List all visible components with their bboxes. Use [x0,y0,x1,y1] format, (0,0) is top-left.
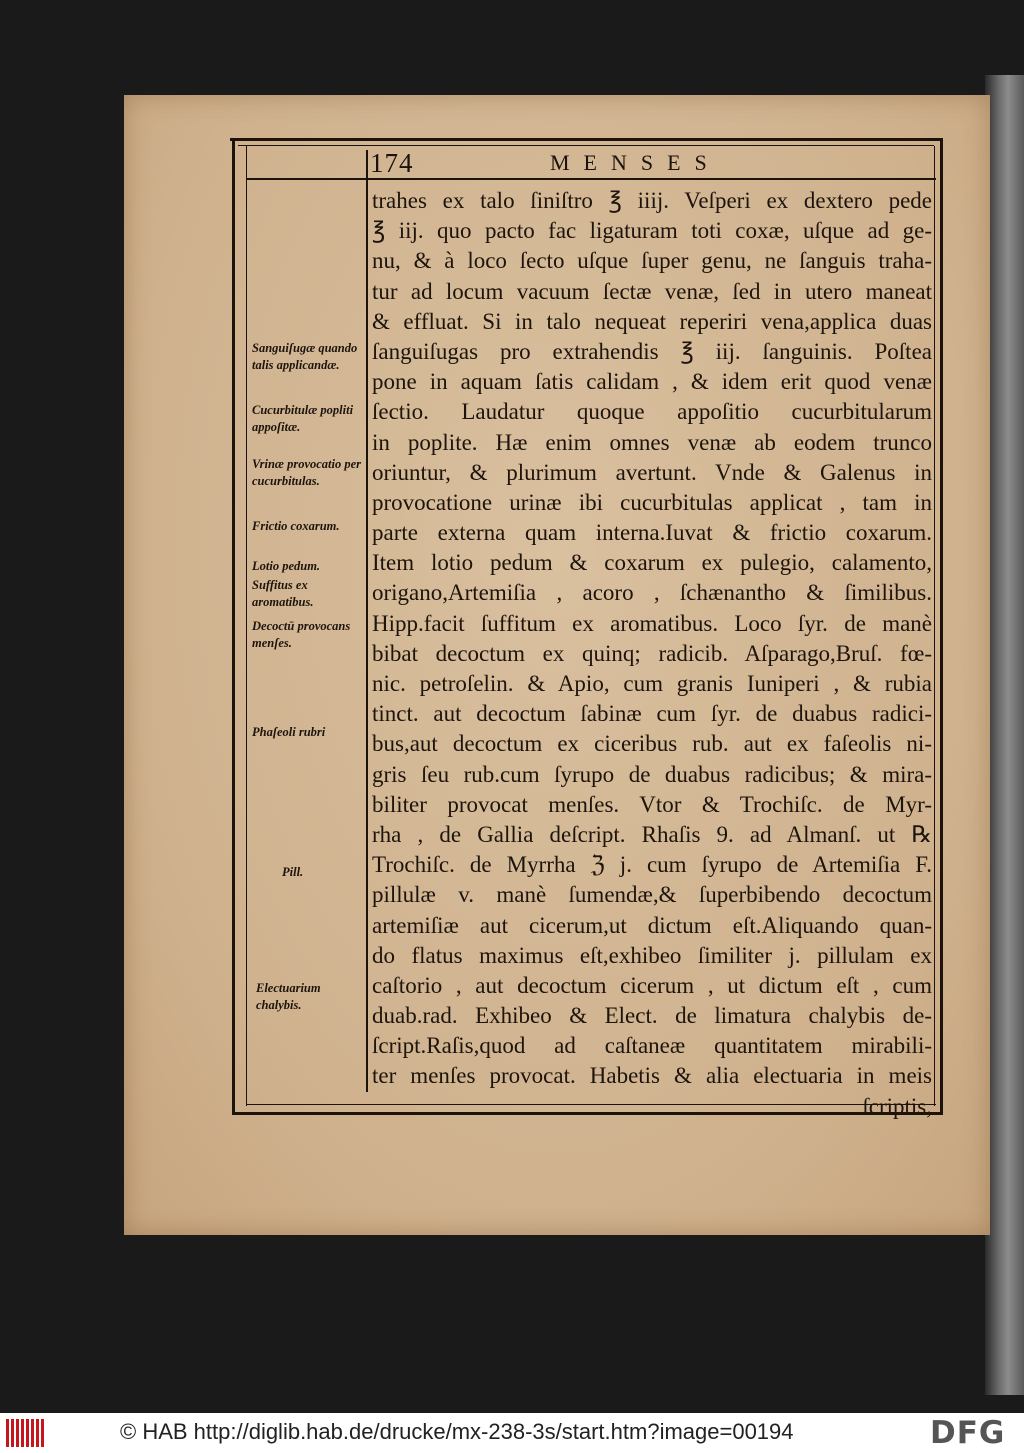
text-line-catchword: ſcriptis, [862,1093,932,1119]
text-line: pillulæ v. manè ſumendæ,& ſuperbibendo decoctum [372,882,932,908]
text-line: parte externa quam interna.Iuvat & frictio coxarum. [372,520,932,546]
text-line: trahes ex talo ſiniſtro ℥ iiij. Veſperi ex dextero pede [372,188,932,213]
text-line: Trochiſc. de Myrrha ℨ j. cum ſyrupo de Artemiſia F. [372,852,932,878]
text-line: caſtorio , aut decoctum cicerum , ut dictum eſt , cum [372,972,932,998]
adjacent-page-edge [985,75,1024,1395]
text-line: nic. petroſelin. & Apio, cum granis Iuniperi , & rubia [372,671,932,696]
column-rule [366,150,368,1092]
margin-note: Cucurbitulæ popliti appoſitæ. [252,403,354,434]
hab-barcode-logo-icon [6,1419,44,1447]
text-line: ter menſes provocat. Habetis & alia electuaria in meis [372,1063,932,1089]
right-rule-outer [940,138,943,1113]
text-line: provocatione urinæ ibi cucurbitulas applicat , tam in [372,489,932,515]
text-line: tur ad locum vacuum ſectæ venæ, ſed in utero maneat [372,278,932,304]
text-line: origano,Artemiſia , acoro , ſchænantho & ſimilibus. [372,580,932,606]
text-line: pone in aquam ſatis calidam , & idem erit quod venæ [372,369,932,395]
dfg-logo: DFG [930,1415,1006,1451]
text-line: duab.rad. Exhibeo & Elect. de limatura chalybis de- [372,1003,932,1029]
text-line: Hipp.facit ſuffitum ex aromatibus. Loco ſyr. de manè [372,610,932,636]
page-header [370,148,930,184]
margin-note: Lotio pedum. [252,559,321,573]
running-head: MENSES [550,150,721,175]
text-line: do flatus maximus eſt,exhibeo ſimiliter j. pillulam ex [372,942,932,968]
margin-note: Vrinæ provocatio per cucurbitulas. [252,457,362,488]
body-text [372,186,932,1122]
text-line: rha , de Gallia deſcript. Rhaſis 9. ad Almanſ. ut ℞ [372,821,932,847]
text-line: gris ſeu rub.cum ſyrupo de duabus radicibus; & mira- [372,761,932,787]
text-line: artemiſiæ aut cicerum,ut dictum eſt.Aliquando quan- [372,912,932,938]
text-line: bus,aut decoctum ex ciceribus rub. aut ex faſeolis ni- [372,731,932,757]
text-line: nu, & à loco ſecto uſque ſuper genu, ne ſanguis traha- [372,248,932,274]
text-line: oriuntur, & plurimum avertunt. Vnde & Galenus in [372,459,932,485]
margin-note: Sanguiſugæ quando talis applicandæ. [252,341,358,372]
margin-note: Frictio coxarum. [252,519,340,533]
margin-note: Electuarium chalybis. [256,981,321,1012]
page-number: 174 [370,148,414,178]
margin-note: Suffitus ex aromatibus. [252,578,314,609]
text-line: in poplite. Hæ enim omnes venæ ab eodem trunco [372,429,932,455]
margin-note: Phaſeoli rubri [252,725,326,739]
margin-note: Decoctū provocans menſes. [252,619,351,650]
text-line: ℥ iij. quo pacto fac ligaturam toti coxæ, uſque ad ge- [372,218,932,244]
text-line: ſectio. Laudatur quoque appoſitio cucurbitularum [372,399,932,425]
right-rule-inner [934,146,935,1106]
viewer-footer [0,1413,1024,1453]
text-line: & effluat. Si in talo nequeat reperiri vena,applica duas [372,308,932,334]
text-line: ſanguiſugas pro extrahendis ℥ iij. ſanguinis. Poſtea [372,338,932,364]
text-line: bibat decoctum ex quinq; radicib. Aſparago,Bruſ. fœ- [372,640,932,666]
copyright-link[interactable]: © HAB http://diglib.hab.de/drucke/mx-238-3s/start.htm?image=00194 [120,1419,794,1444]
text-line: Item lotio pedum & coxarum ex pulegio, calamento, [372,550,932,576]
left-rule-inner [246,146,247,1106]
left-rule-outer [232,138,235,1113]
margin-note: Pill. [282,865,304,879]
text-line: ſcript.Raſis,quod ad caſtaneæ quantitatem mirabili- [372,1033,932,1059]
text-line: tinct. aut decoctum ſabinæ cum ſyr. de duabus radici- [372,701,932,727]
top-rule-outer [230,138,942,141]
text-line: biliter provocat menſes. Vtor & Trochiſc. de Myr- [372,791,932,817]
top-rule-inner [238,145,934,146]
